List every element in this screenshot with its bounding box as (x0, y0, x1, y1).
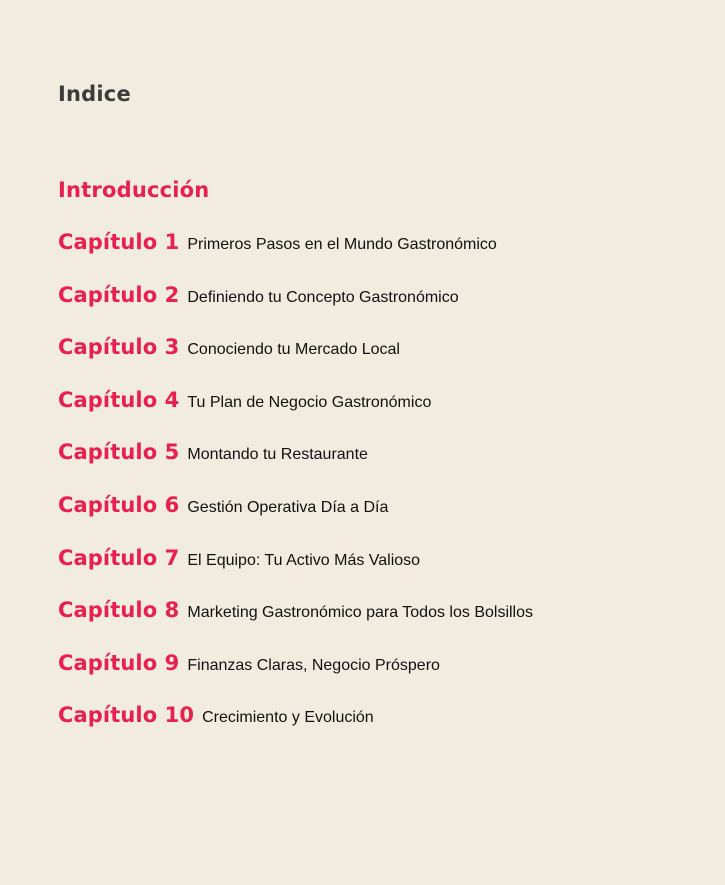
chapter-title: El Equipo: Tu Activo Más Valioso (187, 551, 421, 569)
chapter-entry-10[interactable] (58, 703, 698, 756)
chapter-list (58, 230, 698, 756)
chapter-entry-5[interactable] (58, 440, 698, 493)
chapter-title: Tu Plan de Negocio Gastronómico (187, 393, 432, 411)
chapter-entry-7[interactable] (58, 546, 698, 599)
chapter-label: Capítulo 2 (58, 282, 180, 307)
chapter-entry-6[interactable] (58, 493, 698, 546)
chapter-label: Capítulo 3 (58, 335, 180, 360)
chapter-label: Capítulo 1 (58, 230, 180, 254)
chapter-label: Capítulo 6 (58, 492, 180, 517)
chapter-entry-4[interactable] (58, 388, 698, 441)
chapter-entry-2[interactable] (58, 283, 698, 336)
chapter-title: Gestión Operativa Día a Día (187, 498, 389, 516)
chapter-label: Capítulo 4 (58, 387, 180, 412)
chapter-entry-9[interactable] (58, 651, 698, 704)
chapter-title: Finanzas Claras, Negocio Próspero (187, 656, 440, 674)
chapter-label: Capítulo 10 (58, 703, 195, 728)
chapter-entry-3[interactable] (58, 335, 698, 388)
chapter-label: Capítulo 7 (58, 545, 180, 570)
introduction-link[interactable]: Introducción (58, 178, 210, 202)
chapter-label: Capítulo 9 (58, 650, 180, 675)
index-heading: Indice (58, 82, 131, 106)
chapter-entry-8[interactable] (58, 598, 698, 651)
chapter-label: Capítulo 5 (58, 440, 180, 465)
table-of-contents-page (58, 0, 685, 885)
chapter-title: Conociendo tu Mercado Local (187, 341, 400, 359)
chapter-title: Primeros Pasos en el Mundo Gastronómico (187, 236, 497, 253)
chapter-entry-1[interactable] (58, 230, 698, 283)
chapter-title: Marketing Gastronómico para Todos los Bolsillos (187, 604, 533, 622)
chapter-label: Capítulo 8 (58, 598, 180, 623)
chapter-title: Montando tu Restaurante (187, 446, 368, 464)
chapter-title: Crecimiento y Evolución (202, 709, 374, 727)
chapter-title: Definiendo tu Concepto Gastronómico (187, 288, 459, 306)
